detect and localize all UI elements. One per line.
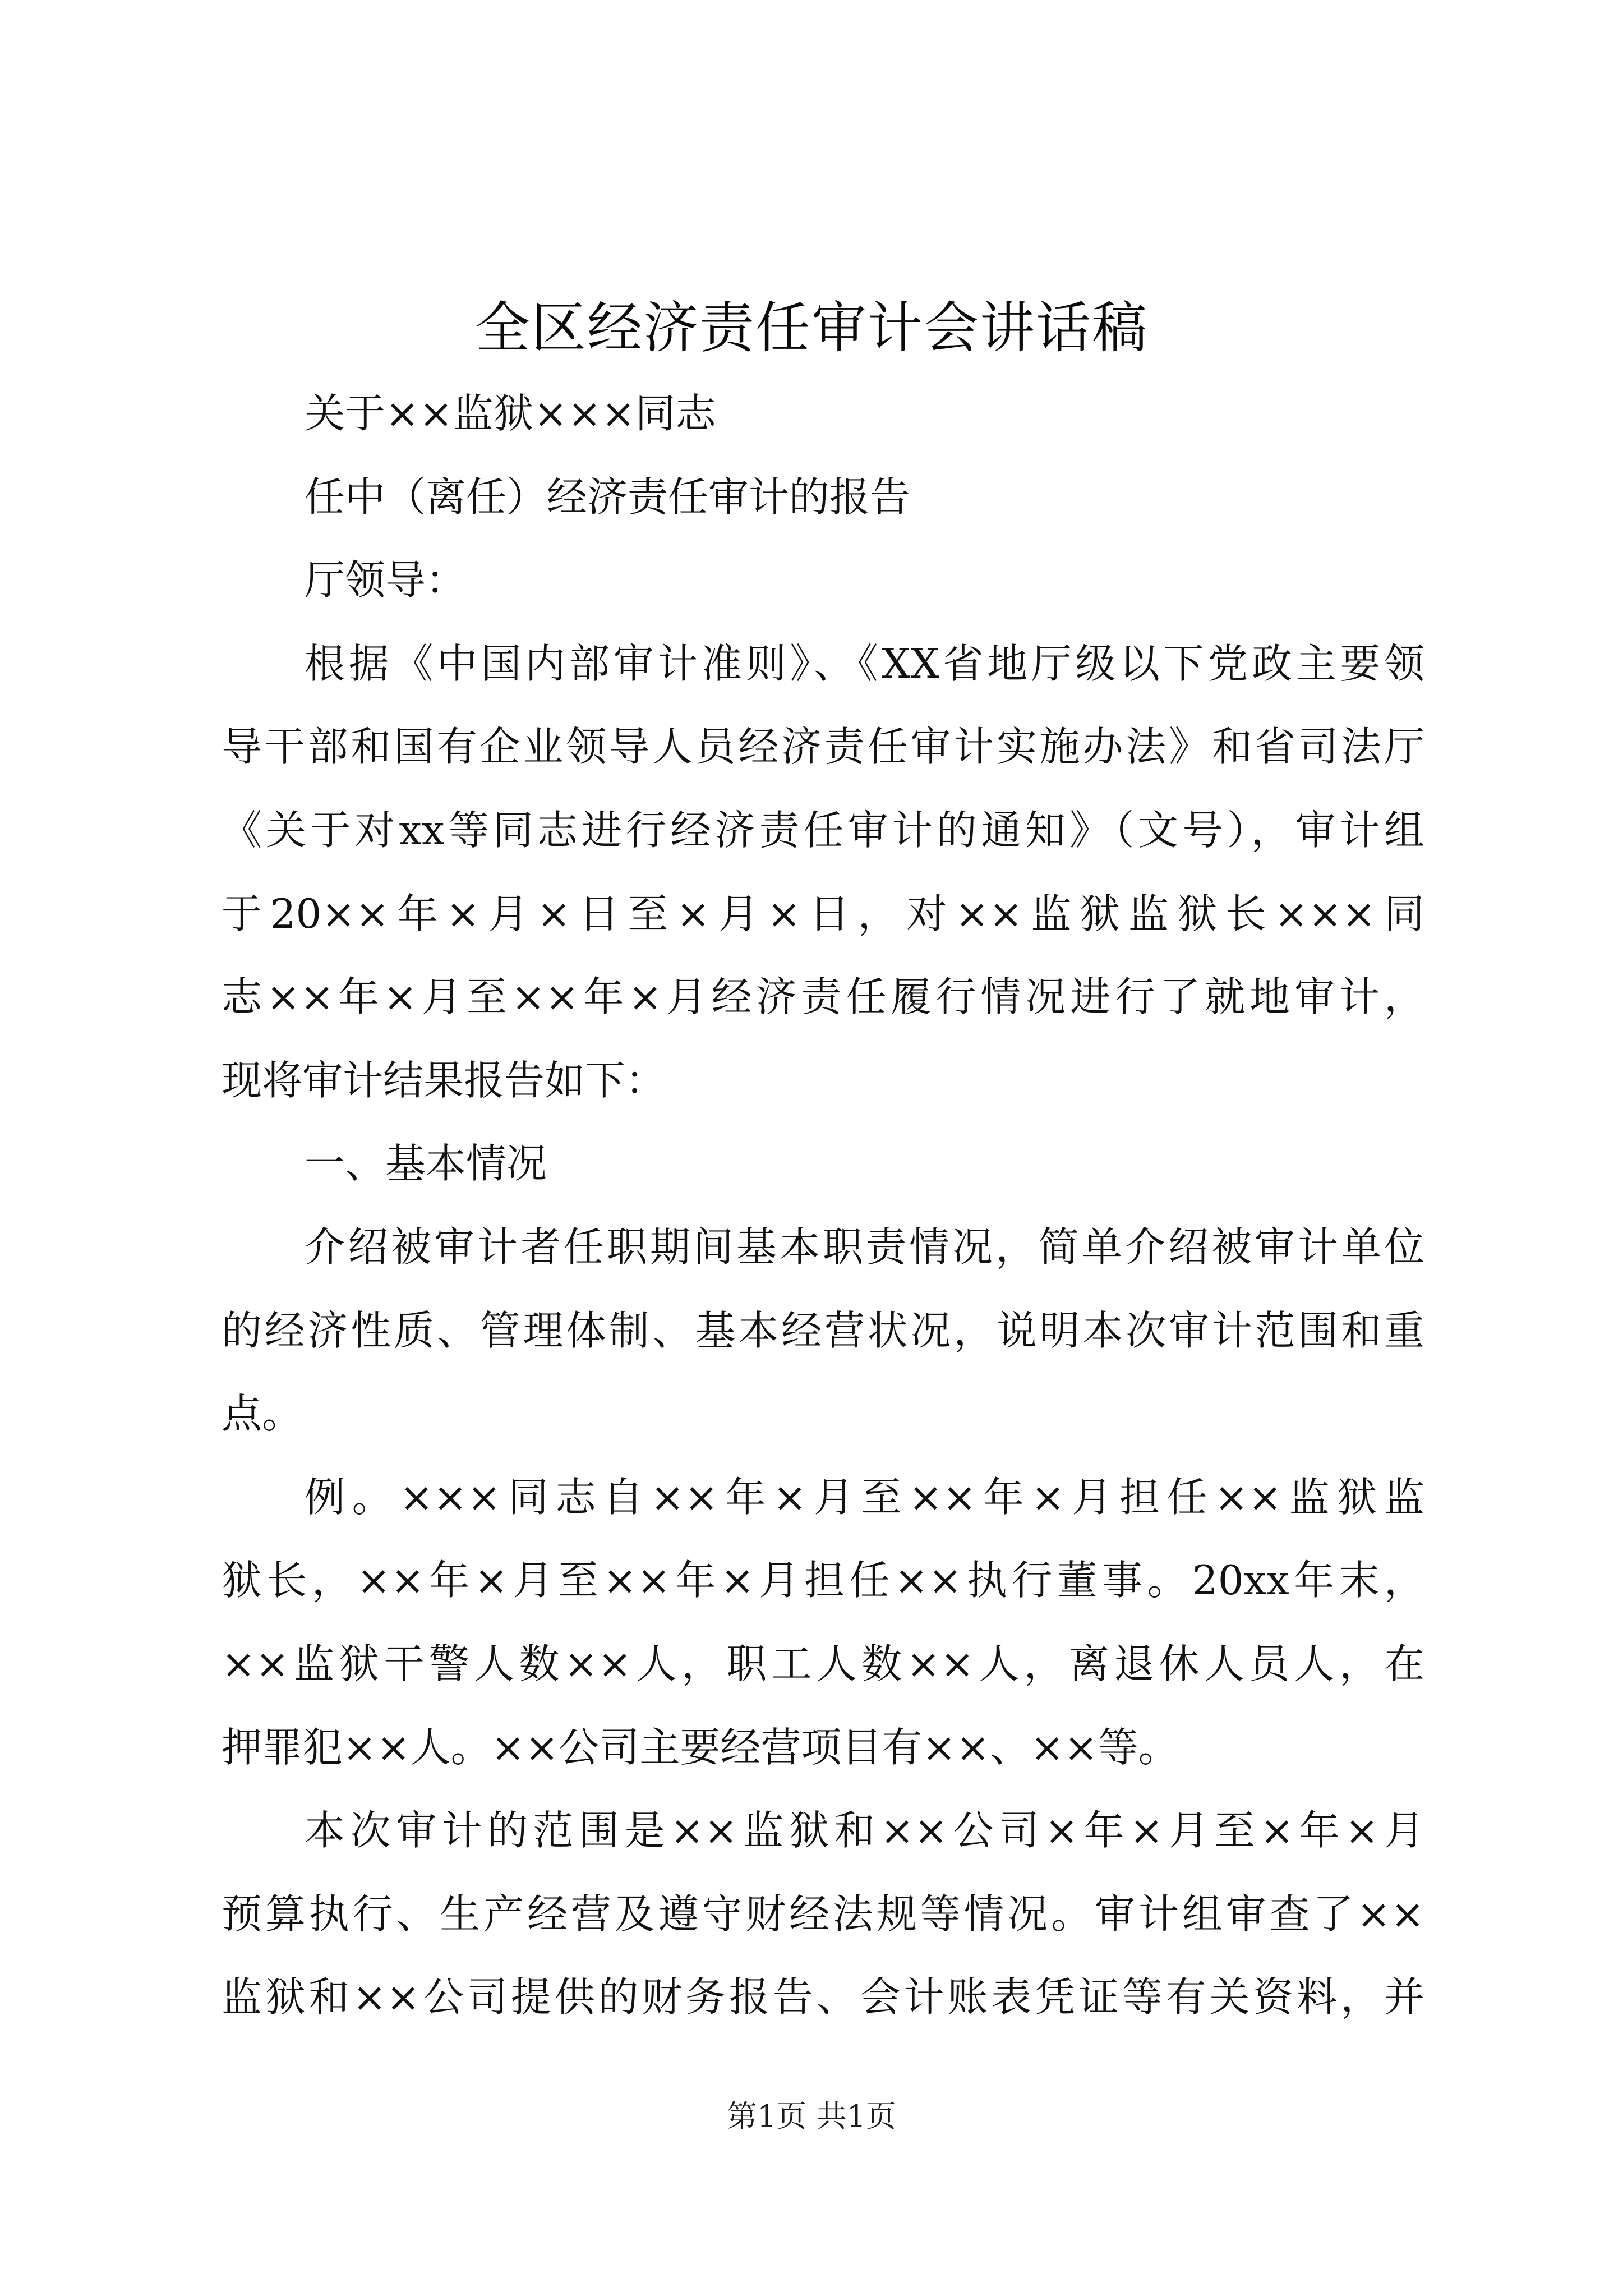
document-body bbox=[222, 372, 1424, 2039]
body-line: 点。 bbox=[222, 1390, 303, 1438]
body-line: 狱长，××年×月至××年×月担任××执行董事。20xx年末， bbox=[222, 1557, 1424, 1604]
body-line: 任中（离任）经济责任审计的报告 bbox=[305, 473, 911, 521]
body-line: 志××年×月至××年×月经济责任履行情况进行了就地审计， bbox=[222, 973, 1424, 1021]
section-heading: 一、基本情况 bbox=[305, 1140, 547, 1188]
body-line: 预算执行、生产经营及遵守财经法规等情况。审计组审查了×× bbox=[222, 1890, 1424, 1938]
body-line: 例。×××同志自××年×月至××年×月担任××监狱监 bbox=[305, 1473, 1424, 1521]
document-title: 全区经济责任审计会讲话稿 bbox=[474, 296, 1148, 360]
body-line: 现将审计结果报告如下： bbox=[222, 1056, 666, 1104]
body-line: 厅领导： bbox=[305, 556, 467, 604]
body-line: 于20××年×月×日至×月×日，对××监狱监狱长×××同 bbox=[222, 890, 1424, 937]
body-line: 导干部和国有企业领导人员经济责任审计实施办法》和省司法厅 bbox=[222, 723, 1424, 771]
body-line: ××监狱干警人数××人，职工人数××人，离退休人员人，在 bbox=[222, 1640, 1424, 1687]
body-line: 介绍被审计者任职期间基本职责情况，简单介绍被审计单位 bbox=[305, 1223, 1424, 1271]
body-line: 的经济性质、管理体制、基本经营状况，说明本次审计范围和重 bbox=[222, 1306, 1424, 1354]
body-line: 押罪犯××人。××公司主要经营项目有××、××等。 bbox=[222, 1723, 1179, 1771]
body-line: 监狱和××公司提供的财务报告、会计账表凭证等有关资料，并 bbox=[222, 1973, 1424, 2021]
body-line: 本次审计的范围是××监狱和××公司×年×月至×年×月 bbox=[305, 1807, 1424, 1855]
body-line: 根据《中国内部审计准则》、《XX省地厅级以下党政主要领 bbox=[305, 639, 1424, 687]
body-line: 关于××监狱×××同志 bbox=[305, 390, 716, 437]
body-line: 《关于对xx等同志进行经济责任审计的通知》（文号），审计组 bbox=[222, 806, 1424, 854]
page-number-footer: 第1页 共1页 bbox=[727, 2099, 896, 2134]
